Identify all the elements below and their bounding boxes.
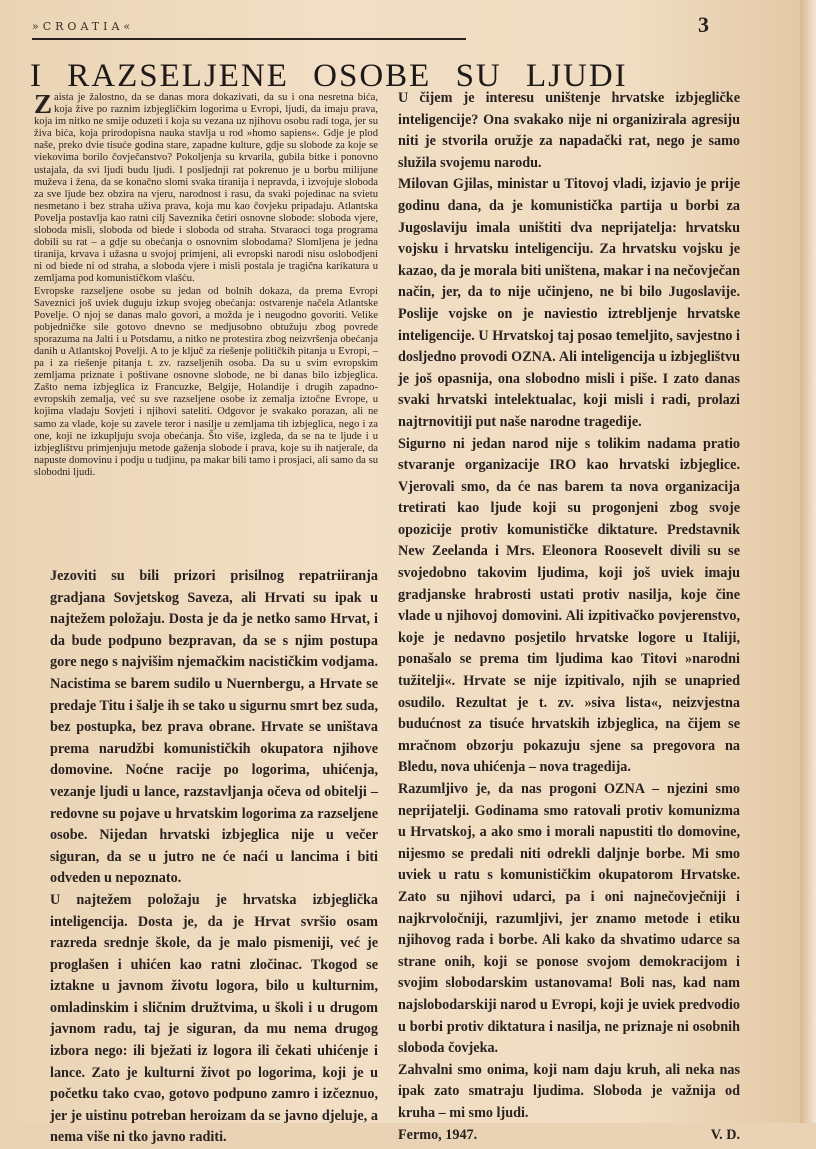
body-paragraph: Jezoviti su bili prizori prisilnog repatriiranja gradjana Sovjetskog Saveza, ali Hrvati su ipak u najtežem položaju. Dosta je da je netko samo Hrvat, i da bude podpuno bezpravan, da se s njim postupa gore nego s najvišim njemačkim nacističkim vodjama. Nacistima se barem sudilo u Nuernbergu, a Hrvate se predaje Titu i šalje ih se tako u sigurnu smrt bez suda, bez postupka, bez prava obrane. Hrvate se uništava prema narudžbi komunističkih okupatora njihove domovine. Noćne racije po logorima, uhićenja, vezanje ljudi u lance, razstavljanja očeva od obitelji – redovne su pojave u hrvatskim logorima za razseljene osobe. Nijedan hrvatski izbjeglica nije u večer siguran, da se u jutro ne će naći u lancima i biti odveden u nepoznato. (50, 568, 378, 887)
drop-cap: Z (34, 89, 53, 119)
lead-paragraph: Zaista je žalostno, da se danas mora dokazivati, da su i ona nesretna bića, koja žive po raznim izbjegličkim logorima u Evropi, ljudi, da imaju prava, koja im nitko ne smije oduzeti i koja su vezana uz njihovu osobu radi toga, jer su živa bića, koja prirodopisna nauka stavlja u rod »homo sapiens«. Gdje je plod naše, preko dvie tisuće godina stare, zapadne kulture, gdje su slobode za koje se viekovima borilo čovječanstvo? Pokoljenja su krvarila, gubila bitke i ponovno ustajala, da svi ljudi budu ljudi. I posljednji rat pokrenuo je u borbu milijune muževa i žena, da se konačno slomi svaka tiranija i nepravda, i izvojuje sloboda za sve ljude bez obzira na vjeru, narodnost i rasu, da svaki pojedinac na svietu nesmetano i bez straha uživa prava, koja mu kao čovjeku pripadaju. Atlantska Povelja postavlja kao ratni cilj Saveznika četiri osnovne slobode: sloboda vjere, sloboda misli, sloboda od biede i sloboda od straha. Stvaraoci toga programa dobili su rat – a gdje su obećanja o osnovnim slobodama? Slomljena je jedna tiranija, krvava i užasna u svojoj primjeni, ali evropski narodi nisu oslobodjeni ni od biede ni od straha, a sloboda vjere i misli postala je tragična karikatura u zemljama pod komunističkom vlašću. (34, 89, 378, 285)
place-date: Fermo, 1947. (398, 1126, 478, 1143)
right-column (398, 88, 740, 1146)
body-paragraph: Zahvalni smo onima, koji nam daju kruh, ali neka nas ipak zato smatraju ljudima. Sloboda je važnija od kruha – mi smo ljudi. (398, 1061, 740, 1121)
author-initials: V. D. (710, 1126, 740, 1143)
body-paragraph: U najtežem položaju je hrvatska izbjeglička inteligencija. Dosta je, da je Hrvat svršio osam razreda srednje škole, da je malo pismeniji, već je proglašen i uhićen kao ratni zločinac. Tkogod se iztakne u javnom životu logora, bilo u kulturnim, omladinskim i sličnim družtvima, u školi i u drugom javnom radu, taj je siguran, da mu nema drugog izbora nego: ili bježati iz logora ili čekati uhićenje i lance. Zato je kulturni život po logorima, koji je u početku tako cvao, gotovo podpuno zamro i izčeznuo, jer je uistinu potreban heroizam da se javno djeluje, a nema više ni tko javno raditi. (50, 891, 378, 1146)
lead-section (34, 89, 378, 479)
byline (398, 1125, 740, 1147)
page-edge (800, 0, 816, 1123)
lead-paragraph: Evropske razseljene osobe su jedan od bolnih dokaza, da prema Evropi Saveznici još uviek duguju izkup svojeg obećanja: ostvarenje načela Atlantske Povelje. O njoj se danas malo govori, a možda je i neugodno govoriti. Velike pobjedničke sile gotovo dnevno se medjusobno obtužuju zbog povrede sporazuma na Jalti i u Potsdamu, a nitko ne protestira zbog neizvršenja obećanja danih u Atlantskoj Povelji. A to je ključ za riešenje političkih pitanja u Evropi, – pa i za riešenje pitanja t. zv. razseljenih osoba. Da su u svim evropskim zemljama priznate i poštivane osnovne slobode, ne bi danas bilo izbjeglica. Zašto nema izbjeglica iz Francuzke, Belgije, Holandije i drugih zapadno-evropskih zemalja, već su sve razseljene osobe iz zemalja iztočne Evrope, u kojima vladaju Sovjeti i njihovi sateliti. Odgovor je svakako porazan, ali ne samo za vlade, koje su zavele teror i nasilje u zemljama tih izbjeglica, nego i za one, koji ne izkupljuju svoja obećanja. Što više, izgleda, da se na te ljude i u izbjeglištvu primjenjuju metode gaženja slobode i prava, koje su ih natjerale, da napuste domovinu i podju u tudjinu, pa makar bili tamo i prosjaci, ali samo da su slobodni ljudi. (34, 285, 378, 478)
body-paragraph: Razumljivo je, da nas progoni OZNA – njezini smo neprijatelji. Godinama smo ratovali protiv komunizma u Hrvatskoj, a ako smo i morali napustiti tlo domovine, nijesmo se predali niti odrekli daljnje borbe. Mi smo uviek u ratu s komunističkim okupatorom Hrvatske. Zato su njihovi udarci, pa i oni najnečovječniji i najkrvoločniji, razumljivi, jer znamo metode i etiku njihovog rada i borbe. Ali kako da shvatimo udarce sa strane onih, koji se ponose svojom demokracijom i svojim slobodarskim ustanovama! Boli nas, kad nam najslobodarskiji narod u Evropi, koji je uviek predvodio u borbi protiv diktatura i nasilja, ne priznaje ni osobnih sloboda čovjeka. (398, 781, 740, 1057)
header-rule (32, 38, 466, 40)
article-headline: I RAZSELJENE OSOBE SU LJUDI (30, 58, 628, 94)
page-number: 3 (698, 12, 709, 37)
left-column (50, 566, 378, 1149)
running-title: »CROATIA« (32, 20, 135, 33)
body-paragraph: U čijem je interesu uništenje hrvatske izbjegličke inteligencije? Ona svakako nije ni organizirala agresiju niti je stvorila oružje za napadački rat, nego je samo služila svojemu narodu. (398, 90, 740, 171)
page-header (32, 14, 732, 38)
body-paragraph: Sigurno ni jedan narod nije s tolikim nadama pratio stvaranje organizacije IRO kao hrvatski izbjeglice. Vjerovali smo, da će nas barem ta nova organizacija tretirati kao ljude koji su progonjeni zbog svoje opozicije protiv komunističke diktature. Predstavnik New Zeelanda i Mrs. Eleonora Roosevelt divili su se svojedobno takovim ljudima, koji još uviek imaju gradjanske hrabrosti ustati protiv nasilja, koje čine vlade u njihovoj domovini. Ali izpitivačko povjerenstvo, koje je nedavno posjetilo hrvatske logore u Italiji, ponašalo se prema tim ljudima kao Titovi »narodni tužitelji«. Hrvate se nije izpitivalo, njih se unapried osudilo. Rezultat je t. zv. »siva lista«, neizvjestna budućnost za tisuće hrvatskih izbjeglica, na čijem se mračnom obzorju pokazuju sjene sa pregovora na Bledu, nova uhićenja – nova tragedija. (398, 435, 740, 776)
body-paragraph: Milovan Gjilas, ministar u Titovoj vladi, izjavio je prije godinu dana, da je komunistička partija u borbi za Jugoslaviju imala uništiti dva neprijatelja: hrvatsku vojsku i hrvatsku inteligenciju. Za hrvatsku vojsku je kazao, da je morala biti uništena, makar i na nečovječan način, jer, da to nije učinjeno, ne bi bilo Jugoslavije. Poslije vojske on je naviestio iztrebljenje hrvatske inteligencije. U Hrvatskoj taj posao temeljito, savjestno i dosljedno provodi OZNA. Ali inteligencija u izbjeglištvu je još opasnija, ona slobodno misli i piše. I zato danas svaki hrvatski intelektualac, koji misli i radi, prolazi najtrnovitiji put naše narodne tragedije. (398, 176, 740, 430)
